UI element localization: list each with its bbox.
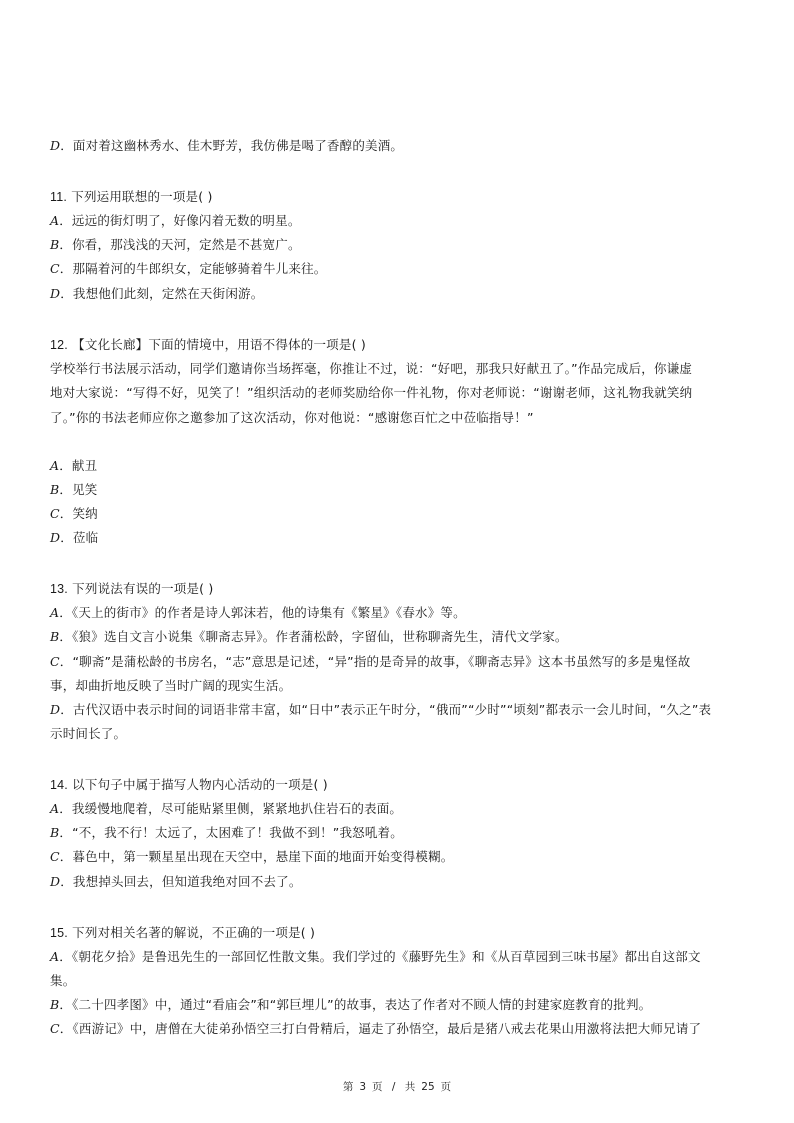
- option-label: D: [50, 138, 61, 153]
- q11-option-c: [50, 260, 750, 278]
- page-footer: [0, 1080, 794, 1094]
- q13-option-a: [50, 604, 750, 622]
- option-label: D: [50, 702, 61, 717]
- question-number: 12.: [50, 338, 68, 352]
- option-text: ．你看，那浅浅的天河，定然是不甚宽广。: [59, 237, 301, 252]
- q14-option-b: [50, 824, 750, 842]
- question-stem: 下列运用联想的一项是( ): [71, 189, 213, 204]
- option-text: ．我想他们此刻，定然在天街闲游。: [60, 286, 264, 301]
- q12-passage-line-1: 学校举行书法展示活动，同学们邀请你当场挥毫，你推让不过，说：“好吧，那我只好献丑了。”作品完成后，你谦虚: [50, 361, 693, 376]
- question-number: 13.: [50, 582, 68, 596]
- q15-stem: [50, 924, 750, 942]
- option-text: ．莅临: [60, 530, 99, 545]
- option-text: ．古代汉语中表示时间的词语非常丰富，如“日中”表示正午时分，“俄而”“少时”“顷刻”都表示一会儿时间，“久之”表: [60, 702, 712, 717]
- q13-option-c: [50, 653, 750, 671]
- q13-option-b: [50, 628, 750, 646]
- q12-passage-line-2: 地对大家说：“写得不好，见笑了！”组织活动的老师奖励给你一件礼物，你对老师说：“谢谢老师，这礼物我就笑纳: [50, 385, 693, 400]
- q14-option-d: [50, 873, 750, 891]
- option-text: ．献丑: [59, 458, 98, 473]
- option-text: ．“聊斋”是蒲松龄的书房名，“志”意思是记述，“异”指的是奇异的故事，《聊斋志异》这本书虽然写的多是鬼怪故: [59, 654, 691, 669]
- q15-option-b: [50, 996, 750, 1014]
- page-separator: /: [391, 1081, 396, 1093]
- option-label: A: [50, 458, 60, 473]
- option-text: ．我缓慢地爬着，尽可能贴紧里侧，紧紧地扒住岩石的表面。: [59, 801, 403, 816]
- option-label: C: [50, 506, 60, 521]
- option-text: ．“不，我不行！太远了，太困难了！我做不到！”我怒吼着。: [59, 825, 403, 840]
- option-label: A: [50, 605, 60, 620]
- q13-stem: [50, 580, 750, 598]
- q13-option-d-cont: 示时间长了。: [50, 726, 127, 741]
- option-label: B: [50, 825, 60, 840]
- option-text: ．暮色中，第一颗星星出现在天空中，悬崖下面的地面开始变得模糊。: [59, 849, 454, 864]
- q11-option-a: [50, 212, 750, 230]
- q12-option-d: [50, 529, 750, 547]
- q10-option-d: [50, 137, 750, 155]
- option-label: C: [50, 654, 60, 669]
- option-text: ．那隔着河的牛郎织女，定能够骑着牛儿来往。: [59, 261, 327, 276]
- option-label: A: [50, 213, 60, 228]
- q14-stem: [50, 776, 750, 794]
- q13-option-d: [50, 701, 750, 719]
- option-label: D: [50, 530, 61, 545]
- option-text: ．《朝花夕拾》是鲁迅先生的一部回忆性散文集。我们学过的《藤野先生》和《从百草园到三味书屋》都出自这部文: [59, 949, 701, 964]
- q11-option-d: [50, 285, 750, 303]
- option-label: A: [50, 949, 60, 964]
- option-text: ．见笑: [59, 482, 98, 497]
- q12-stem: [50, 336, 750, 354]
- option-label: D: [50, 874, 61, 889]
- question-number: 14.: [50, 778, 68, 792]
- option-label: B: [50, 997, 60, 1012]
- option-label: C: [50, 261, 60, 276]
- question-number: 15.: [50, 926, 68, 940]
- option-text: ．《西游记》中，唐僧在大徒弟孙悟空三打白骨精后，逼走了孙悟空，最后是猪八戒去花果山用激将法把大师兄请了: [59, 1021, 702, 1036]
- q12-option-b: [50, 481, 750, 499]
- option-label: B: [50, 237, 60, 252]
- page-suffix: 页: [372, 1081, 383, 1093]
- q14-option-c: [50, 848, 750, 866]
- option-label: A: [50, 801, 60, 816]
- q12-option-a: [50, 457, 750, 475]
- page-prefix: 第: [342, 1081, 354, 1093]
- option-text: ．《天上的街市》的作者是诗人郭沫若，他的诗集有《繁星》《春水》等。: [59, 605, 466, 620]
- q12-passage-line-3: 了。”你的书法老师应你之邀参加了这次活动，你对他说：“感谢您百忙之中莅临指导！”: [50, 410, 534, 425]
- option-text: ．《二十四孝图》中，通过“看庙会”和“郭巨埋儿”的故事，表达了作者对不顾人情的封建家庭教育的批判。: [59, 997, 652, 1012]
- option-text: ．我想掉头回去，但知道我绝对回不去了。: [60, 874, 302, 889]
- question-number: 11.: [50, 190, 68, 204]
- option-label: B: [50, 629, 60, 644]
- q14-option-a: [50, 800, 750, 818]
- total-number: 25: [421, 1081, 435, 1093]
- option-label: C: [50, 1021, 60, 1036]
- option-text: ．笑纳: [59, 506, 98, 521]
- q13-option-c-cont: 事，却曲折地反映了当时广阔的现实生活。: [50, 678, 292, 693]
- option-label: D: [50, 286, 61, 301]
- page-number: 3: [359, 1081, 367, 1093]
- option-text: ．《狼》选自文言小说集《聊斋志异》。作者蒲松龄，字留仙，世称聊斋先生，清代文学家。: [59, 629, 568, 644]
- option-text: ．远远的街灯明了，好像闪着无数的明星。: [59, 213, 301, 228]
- question-stem: 下列说法有误的一项是( ): [72, 581, 214, 596]
- option-label: B: [50, 482, 60, 497]
- q15-option-a: [50, 948, 750, 966]
- question-stem: 【文化长廊】下面的情境中，用语不得体的一项是( ): [72, 337, 366, 352]
- q15-option-a-cont: 集。: [50, 973, 76, 988]
- q11-option-b: [50, 236, 750, 254]
- q11-stem: [50, 188, 750, 206]
- q15-option-c: [50, 1020, 750, 1038]
- q12-option-c: [50, 505, 750, 523]
- question-stem: 下列对相关名著的解说，不正确的一项是( ): [72, 925, 316, 940]
- option-label: C: [50, 849, 60, 864]
- total-suffix: 页: [440, 1081, 452, 1093]
- question-stem: 以下句子中属于描写人物内心活动的一项是( ): [72, 777, 328, 792]
- total-prefix: 共: [404, 1081, 416, 1093]
- option-text: ．面对着这幽林秀水、佳木野芳，我仿佛是喝了香醇的美酒。: [60, 138, 404, 153]
